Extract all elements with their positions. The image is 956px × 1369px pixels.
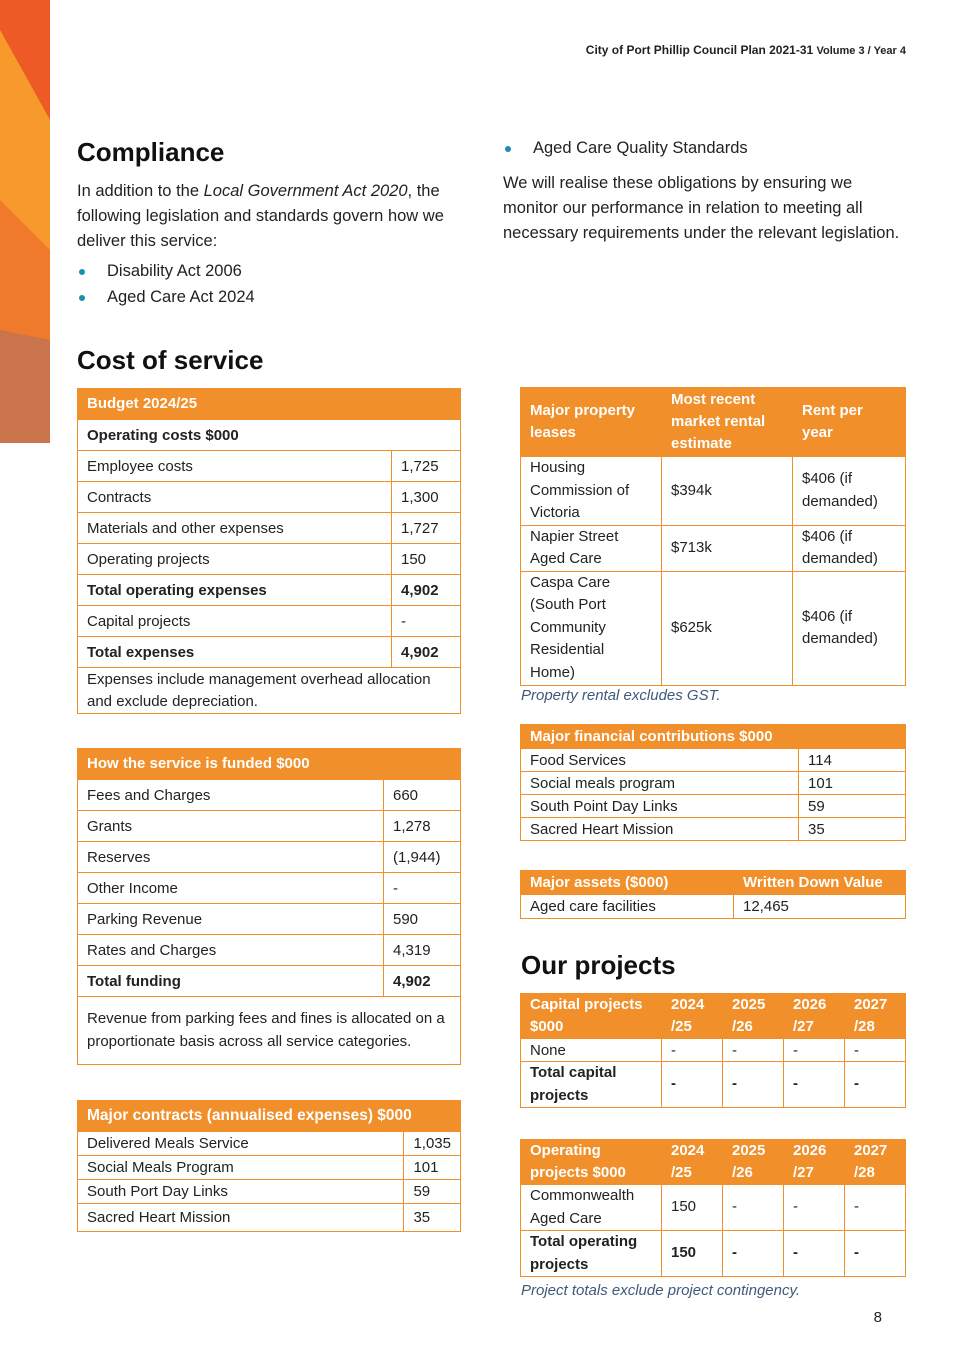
- row-label: Materials and other expenses: [78, 513, 392, 544]
- year-header: 2026 /27: [784, 994, 845, 1039]
- budget-title: Budget 2024/25: [78, 389, 461, 420]
- row-value: -: [784, 1039, 845, 1062]
- standards-list: [503, 136, 748, 162]
- row-label: None: [521, 1039, 662, 1062]
- year-header: 2024 /25: [662, 994, 723, 1039]
- row-label: Food Services: [521, 749, 799, 772]
- row-value: 150: [662, 1185, 723, 1231]
- table-row: [521, 818, 906, 841]
- decorative-side-bar: [0, 0, 50, 443]
- table-row: [78, 780, 461, 811]
- row-value: 150: [662, 1231, 723, 1277]
- table-row: [78, 513, 461, 544]
- funding-table: [77, 748, 461, 1065]
- year-header: 2027 /28: [845, 1140, 906, 1185]
- row-value: 12,465: [734, 895, 906, 919]
- row-label: Total expenses: [78, 637, 392, 668]
- row-value: -: [784, 1231, 845, 1277]
- table-row: [521, 525, 906, 571]
- table-row: [78, 1204, 461, 1232]
- assets-header-label: Major assets ($000): [521, 871, 734, 895]
- projects-note: Project totals exclude project contingency.: [521, 1282, 801, 1299]
- table-row: [521, 895, 906, 919]
- list-item: [77, 259, 255, 285]
- row-value: 59: [799, 795, 906, 818]
- row-value: -: [723, 1185, 784, 1231]
- capital-projects-table: [520, 993, 906, 1108]
- row-rent: $406 (if demanded): [793, 525, 906, 571]
- row-label: Delivered Meals Service: [78, 1132, 404, 1156]
- row-value: 150: [392, 544, 461, 575]
- row-label: Total operating projects: [521, 1231, 662, 1277]
- capital-header-title: Capital projects $000: [521, 994, 662, 1039]
- row-value: 114: [799, 749, 906, 772]
- leases-header-property: Major property leases: [521, 388, 662, 457]
- row-label: Commonwealth Aged Care: [521, 1185, 662, 1231]
- row-property: Caspa Care (South Port Community Residential Home): [521, 571, 662, 685]
- row-value: -: [662, 1039, 723, 1062]
- intro-text-end: , the following legislation and standards govern how we deliver this service:: [77, 182, 444, 250]
- row-value: 4,902: [384, 966, 461, 997]
- row-label: Other Income: [78, 873, 384, 904]
- leases-header-estimate: Most recent market rental estimate: [662, 388, 793, 457]
- year-header: 2025 /26: [723, 994, 784, 1039]
- row-value: 4,319: [384, 935, 461, 966]
- header-volume: Volume 3 / Year 4: [816, 45, 906, 57]
- row-rent: $406 (if demanded): [793, 571, 906, 685]
- list-item: [77, 285, 255, 311]
- row-value: 590: [384, 904, 461, 935]
- compliance-heading: Compliance: [77, 137, 225, 167]
- projects-heading: Our projects: [521, 950, 676, 980]
- row-label: Operating projects: [78, 544, 392, 575]
- legislation-list: [77, 259, 255, 310]
- table-row: [78, 811, 461, 842]
- row-estimate: $394k: [662, 457, 793, 526]
- row-value: -: [662, 1062, 723, 1108]
- table-row: [521, 749, 906, 772]
- table-row: [78, 451, 461, 482]
- row-property: Housing Commission of Victoria: [521, 457, 662, 526]
- funding-title: How the service is funded $000: [78, 749, 384, 780]
- assets-header-value: Written Down Value: [734, 871, 906, 895]
- table-row: [521, 1185, 906, 1231]
- row-label: Rates and Charges: [78, 935, 384, 966]
- row-value: 1,725: [392, 451, 461, 482]
- funding-title-blank: [384, 749, 461, 780]
- row-value: 4,902: [392, 575, 461, 606]
- table-row: [78, 1180, 461, 1204]
- row-value: -: [384, 873, 461, 904]
- row-value: -: [784, 1185, 845, 1231]
- table-row: [78, 904, 461, 935]
- bullet-icon: [79, 295, 85, 301]
- table-row: [78, 1132, 461, 1156]
- year-header: 2026 /27: [784, 1140, 845, 1185]
- table-row: [521, 1062, 906, 1108]
- row-label: Employee costs: [78, 451, 392, 482]
- row-value: 1,727: [392, 513, 461, 544]
- row-value: 35: [799, 818, 906, 841]
- row-value: 59: [404, 1180, 461, 1204]
- row-label: Total capital projects: [521, 1062, 662, 1108]
- list-item-text: Disability Act 2006: [107, 262, 242, 280]
- row-label: Total funding: [78, 966, 384, 997]
- row-label: Sacred Heart Mission: [521, 818, 799, 841]
- act-name: Local Government Act 2020: [203, 182, 408, 200]
- year-header: 2024 /25: [662, 1140, 723, 1185]
- budget-subheader: Operating costs $000: [78, 420, 461, 451]
- row-label: Social meals program: [521, 772, 799, 795]
- row-label: Capital projects: [78, 606, 392, 637]
- table-row: [78, 575, 461, 606]
- compliance-closing: We will realise these obligations by ensuring we monitor our performance in relation to meeting all necessary requirements under the relevant legislation.: [503, 174, 900, 242]
- table-row: [78, 1156, 461, 1180]
- row-label: Social Meals Program: [78, 1156, 404, 1180]
- compliance-intro: [77, 179, 469, 254]
- contracts-title: Major contracts (annualised expenses) $000: [78, 1101, 461, 1132]
- page-header: [586, 43, 906, 57]
- leases-table: [520, 387, 906, 686]
- cost-heading: Cost of service: [77, 345, 264, 375]
- funding-note: Revenue from parking fees and fines is allocated on a proportionate basis across all service categories.: [78, 997, 461, 1065]
- intro-text: In addition to the: [77, 182, 204, 200]
- operating-header-title: Operating projects $000: [521, 1140, 662, 1185]
- table-row: [78, 637, 461, 668]
- row-value: 660: [384, 780, 461, 811]
- row-value: 35: [404, 1204, 461, 1232]
- row-label: Reserves: [78, 842, 384, 873]
- table-row: [521, 457, 906, 526]
- row-value: -: [845, 1062, 906, 1108]
- budget-note: Expenses include management overhead allocation and exclude depreciation.: [78, 668, 461, 714]
- row-value: 101: [799, 772, 906, 795]
- row-estimate: $625k: [662, 571, 793, 685]
- operating-projects-table: [520, 1139, 906, 1277]
- table-row: [78, 544, 461, 575]
- list-item: [503, 136, 748, 162]
- row-label: Aged care facilities: [521, 895, 734, 919]
- row-label: Fees and Charges: [78, 780, 384, 811]
- table-row: [78, 606, 461, 637]
- budget-table: [77, 388, 461, 714]
- leases-note: Property rental excludes GST.: [521, 687, 721, 704]
- row-value: 1,300: [392, 482, 461, 513]
- table-row: [521, 1039, 906, 1062]
- table-row: [78, 842, 461, 873]
- table-row: [521, 795, 906, 818]
- row-value: 101: [404, 1156, 461, 1180]
- row-value: 1,278: [384, 811, 461, 842]
- page-number: 8: [873, 1309, 882, 1326]
- table-row: [78, 482, 461, 513]
- year-header: 2025 /26: [723, 1140, 784, 1185]
- assets-table: [520, 870, 906, 919]
- table-row: [521, 772, 906, 795]
- row-label: Parking Revenue: [78, 904, 384, 935]
- row-label: Total operating expenses: [78, 575, 392, 606]
- row-value: (1,944): [384, 842, 461, 873]
- row-value: -: [723, 1062, 784, 1108]
- row-label: Contracts: [78, 482, 392, 513]
- bullet-icon: [79, 269, 85, 275]
- row-label: South Point Day Links: [521, 795, 799, 818]
- list-item-text: Aged Care Act 2024: [107, 287, 255, 306]
- row-property: Napier Street Aged Care: [521, 525, 662, 571]
- row-value: -: [723, 1039, 784, 1062]
- table-row: [521, 1231, 906, 1277]
- row-value: 4,902: [392, 637, 461, 668]
- contributions-table: [520, 724, 906, 841]
- row-value: -: [723, 1231, 784, 1277]
- row-value: -: [784, 1062, 845, 1108]
- row-rent: $406 (if demanded): [793, 457, 906, 526]
- header-title: City of Port Phillip Council Plan 2021-31: [585, 43, 814, 57]
- list-item-text: Aged Care Quality Standards: [533, 139, 748, 157]
- row-label: Sacred Heart Mission: [78, 1204, 404, 1232]
- table-row: [521, 571, 906, 685]
- row-value: -: [845, 1185, 906, 1231]
- row-value: -: [845, 1231, 906, 1277]
- row-value: -: [845, 1039, 906, 1062]
- row-value: 1,035: [404, 1132, 461, 1156]
- table-row: [78, 935, 461, 966]
- contributions-title: Major financial contributions $000: [521, 725, 906, 749]
- row-estimate: $713k: [662, 525, 793, 571]
- table-row: [78, 873, 461, 904]
- row-value: -: [392, 606, 461, 637]
- row-label: Grants: [78, 811, 384, 842]
- contracts-table: [77, 1100, 461, 1232]
- table-row: [78, 966, 461, 997]
- year-header: 2027 /28: [845, 994, 906, 1039]
- row-label: South Port Day Links: [78, 1180, 404, 1204]
- bullet-icon: [505, 146, 511, 152]
- leases-header-rent: Rent per year: [793, 388, 906, 457]
